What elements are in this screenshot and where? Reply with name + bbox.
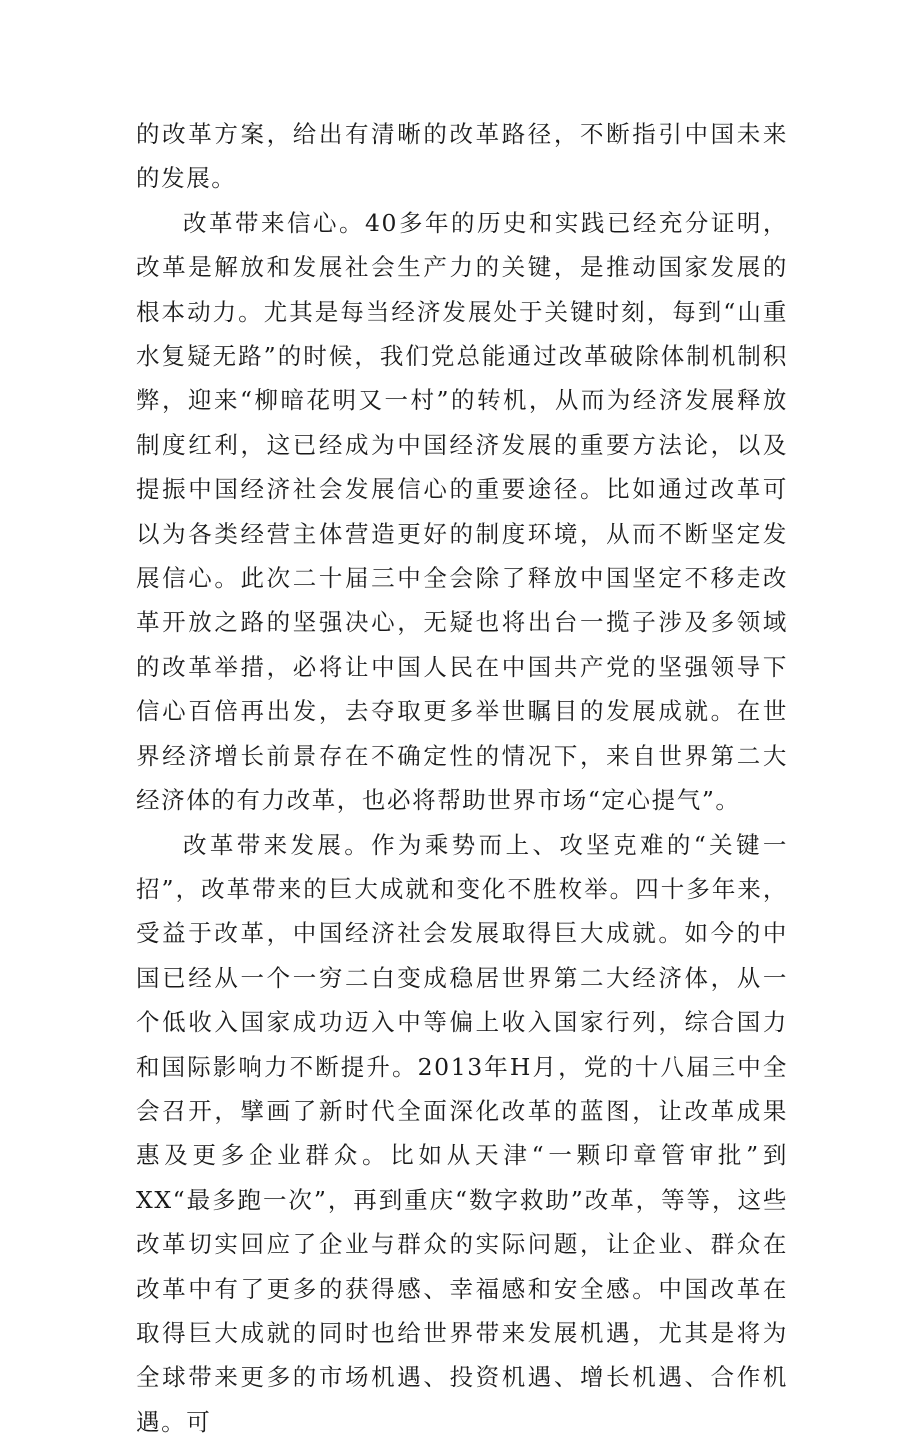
paragraph-development: 改革带来发展。作为乘势而上、攻坚克难的“关键一招”，改革带来的巨大成就和变化不胜枚举。四十多年来，受益于改革，中国经济社会发展取得巨大成就。如今的中国已经从一个一穷二白变成稳居世界第二大经济体，从一个低收入国家成功迈入中等偏上收入国家行列，综合国力和国际影响力不断提升。2013年H月，党的十八届三中全会召开，擘画了新时代全面深化改革的蓝图，让改革成果惠及更多企业群众。比如从天津“一颗印章管审批”到XX“最多跑一次”，再到重庆“数字救助”改革，等等，这些改革切实回应了企业与群众的实际问题，让企业、群众在改革中有了更多的获得感、幸福感和安全感。中国改革在取得巨大成就的同时也给世界带来发展机遇，尤其是将为全球带来更多的市场机遇、投资机遇、增长机遇、合作机遇。可 bbox=[136, 823, 788, 1444]
body-text bbox=[136, 112, 788, 1444]
paragraph-confidence: 改革带来信心。40多年的历史和实践已经充分证明，改革是解放和发展社会生产力的关键，是推动国家发展的根本动力。尤其是每当经济发展处于关键时刻，每到“山重水复疑无路”的时候，我们党总能通过改革破除体制机制积弊，迎来“柳暗花明又一村”的转机，从而为经济发展释放制度红利，这已经成为中国经济发展的重要方法论，以及提振中国经济社会发展信心的重要途径。比如通过改革可以为各类经营主体营造更好的制度环境，从而不断坚定发展信心。此次二十届三中全会除了释放中国坚定不移走改革开放之路的坚强决心，无疑也将出台一揽子涉及多领域的改革举措，必将让中国人民在中国共产党的坚强领导下信心百倍再出发，去夺取更多举世瞩目的发展成就。在世界经济增长前景存在不确定性的情况下，来自世界第二大经济体的有力改革，也必将帮助世界市场“定心提气”。 bbox=[136, 201, 788, 823]
paragraph-continuation: 的改革方案，给出有清晰的改革路径，不断指引中国未来的发展。 bbox=[136, 112, 788, 201]
